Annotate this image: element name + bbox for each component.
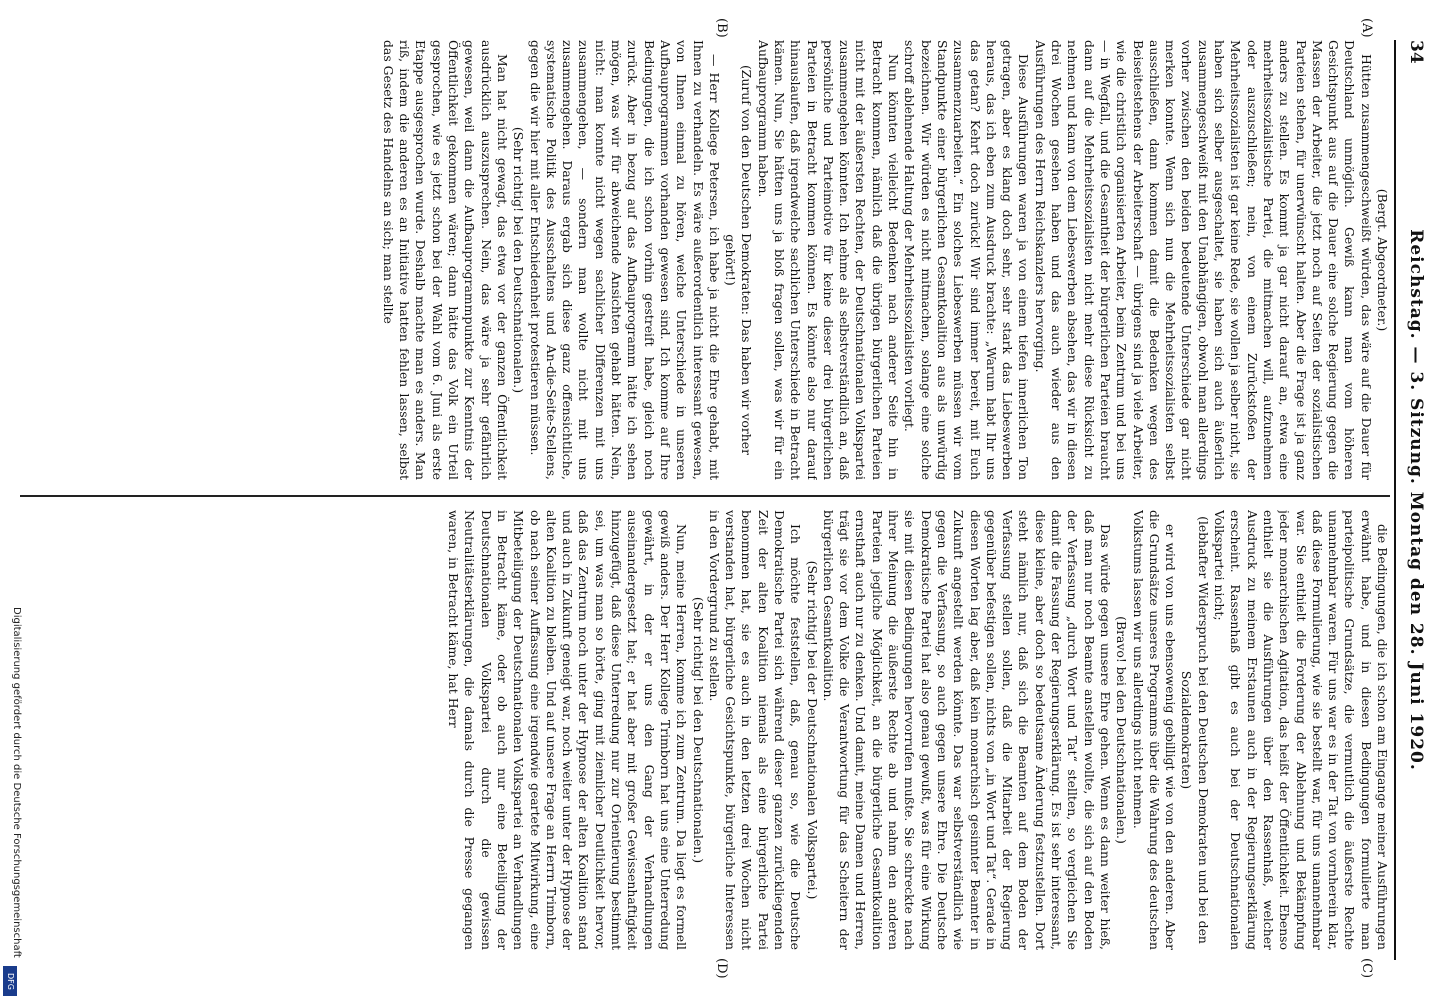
dfg-logo-label: DFG <box>5 972 15 990</box>
paragraph: Nun könnten vielleicht Bedenken nach anderer Seite hin in Betracht kommen, nämlich daß die übrigen bürgerlichen Parteien nicht mit der äußersten Rechten, der Deutschnationalen Volkspartei zusammengehen könnten. Ich nehme als selbstverständlich an, daß persönliche und Parteimotive für keine dieser drei bürgerlichen Parteien in Betracht kommen können. Es könnte also nur darauf hinauslaufen, daß irgendwelche sachlichen Unterschiede in Betracht kämen. Nun, Sie hätten uns ja bloß fragen sollen, was wir für ein Aufbauprogramm haben. <box>755 40 902 480</box>
paragraph: Ich möchte feststellen, daß, genau so, wie die Deutsche Demokratische Partei sich während dieser ganzen zurückliegenden Zeit der alten Koalition niemals als eine bürgerliche Partei benommen hat, sie es auch in den letzten drei Wochen nicht verstanden hat, bürgerliche Gesichtspunkte, bürgerliche Interessen in den Vordergrund zu stellen. <box>706 510 804 950</box>
page-header <box>1398 40 1426 960</box>
interjection: (Sehr richtig! bei den Deutschnationalen.) <box>690 596 706 864</box>
paragraph: die Bedingungen, die ich schon am Eingange meiner Ausführungen erwähnt habe, und in diesen Bedingungen formulierte man parteipolitische Grundsätze, die vermutlich die äußerste Rechte unannehmbar waren. Für uns war es in der Tat von vornherein klar, daß diese Formulierung, wie sie bestellt war, für uns unannehmbar war. Sie enthielt die Forderung der Ablehnung und Bekämpfung jeder monarchischen Agitation, das heißt der Öffentlichkeit. Ebenso enthielt sie die Ausführungen über den Rassenhaß, welcher Ausdruck zu meinem Erstaunen auch in der Regierungserklärung erscheint. Rassenhaß gibt es auch bei der Deutschnationalen Volkspartei nicht; <box>1212 510 1390 950</box>
margin-mark-d: (D) <box>714 958 729 979</box>
interjection: (Bravo! bei den Deutschnationalen.) <box>1114 616 1130 844</box>
paragraph: Hütten zusammengeschweißt würden, das wäre auf die Dauer für Deutschland unmöglich. Gewiß kann man vom höheren Gesichtspunkt aus auf die Dauer eine solche Regierung gegen die Massen der Arbeiter, die jetzt noch auf Seiten der sozialistischen Parteien stehen, für unerwünscht halten. Aber die Frage ist ja ganz anders zu stellen. Es kommt ja gar nicht darauf an, etwa eine mehrheitssozialistische Partei, die mitmachen will, aufzunehmen oder auszuschließen; nein, von einem Zurückstoßen der Mehrheitssozialisten ist gar keine Rede, sie wollen ja selber nicht, sie haben sich selber ausgeschaltet, sie haben sich auch äußerlich zusammengeschweißt mit den Unabhängigen, obwohl man allerdings vorher zwischen den beiden bedeutende Unterschiede gar nicht merken konnte. Wenn sich nun die Mehrheitssozialisten selbst ausschließen, dann kommen damit die Bedenken wegen des Beiseitestehens der Arbeiterschaft — übrigens sind ja viele Arbeiter, wie die christlich organisierten Arbeiter, beim Zentrum und bei uns — in Wegfall, und die Gesamtheit der bürgerlichen Parteien braucht dann auf die Mehrheitssozialisten nicht mehr diese Rücksicht zu nehmen und kann von dem Liebeswerben absehen, das wir in diesen drei Wochen gesehen haben und das auch wieder aus den Ausführungen des Herrn Reichskanzlers hervorging. <box>1032 40 1374 480</box>
left-column <box>20 40 1390 480</box>
page-number: 34 <box>1406 40 1426 64</box>
interjection: (Sehr richtig! bei der Deutschnationalen Volkspartei.) <box>804 560 820 900</box>
paragraph: er wird von uns ebensowenig gebilligt wie von den anderen. Aber die Grundsätze unseres Programms über die Wahrung des deutschen Volkstums lassen wir uns allerdings nicht nehmen. <box>1130 510 1179 950</box>
dfg-logo <box>3 966 17 996</box>
interjection: (Zuruf von den Deutschen Demokraten: Das haben wir vorher gehört!) <box>723 64 755 456</box>
paragraph: — Herr Kollege Petersen, ich habe ja nicht die Ehre gehabt, mit Ihnen zu verhandeln. Es wäre außerordentlich interessant gewesen, von Ihnen einmal zu hören, welche Unterschiede in unseren Aufbauprogrammen vorhanden gewesen sind. Ich komme auf Ihre Bedingungen, die ich schon vorhin gestreift habe, gleich noch zurück. Aber in bezug auf das Aufbauprogramm hätte ich sehen mögen, was wir für abweichende Ansichten gehabt hätten. Nein, nicht: man konnte nicht wegen sachlicher Differenzen mit uns zusammengehen, — sondern man wollte nicht mit uns zusammengehen. Daraus ergab sich diese ganz offensichtliche, systematische Politik des Ausschaltens und An-die-Seite-Stellens, gegen die wir hier mit aller Entschiedenheit protestieren müssen. <box>527 40 722 480</box>
credit-text: Digitalisierung gefördert durch die Deutsche Forschungsgemeinschaft <box>11 607 22 958</box>
margin-mark-c: (C) <box>1359 958 1374 979</box>
interjection: (lebhafter Widerspruch bei den Deutschen Demokraten und bei den Sozialdemokraten) <box>1179 516 1211 944</box>
page-title: Reichstag. — 3. Sitzung. Montag den 28. Juni 1920. <box>1406 229 1426 771</box>
right-column <box>20 510 1390 950</box>
margin-mark-b: (B) <box>714 18 729 38</box>
digitization-credit <box>2 607 22 993</box>
paragraph: Nun, meine Herren, komme ich zum Zentrum. Da liegt es formell gewiß anders. Der Herr Kollege Trimborn hat uns eine Unterredung gewährt, in der er uns den Gang der Verhandlungen auseinandergesetzt hat; er hat aber mit großer Gewissenhaftigkeit hinzugefügt, daß diese Unterredung nur zur Orientierung bestimmt sei, um was man so hörte, ging mit ziemlicher Deutlichkeit hervor, daß das Zentrum noch unter der Hypnose der alten Koalition stand und auch in Zukunft geneigt war, noch weiter unter der Hypnose der alten Koalition zu bleiben. Und auf unsere Frage an Herrn Trimborn, ob nach seiner Auffassung eine irgendwie geartete Mitwirkung, eine Mitbeteiligung der Deutschnationalen Volkspartei an Verhandlungen in Betracht käme, oder ob auch nur eine Beteiligung der Deutschnationalen Volkspartei durch die gewissen Neutralitätserklärungen, die damals durch die Presse gegangen waren, in Betracht käme, hat Herr <box>446 510 690 950</box>
paragraph: Man hat nicht gewagt, das etwa vor der ganzen Öffentlichkeit ausdrücklich auszusprechen. Nein, das wäre ja sehr gefährlich gewesen, weil dann die Aufbauprogrammpunkte zur Kenntnis der Öffentlichkeit gekommen wären; dann hätte das Volk ein Urteil gesprochen, wie es jetzt schon bei der Wahl vom 6. Juni als erste Etappe ausgesprochen wurde. Deshalb machte man es anders. Man riß, indem die anderen es an Initiative hatten fehlen lassen, selbst das Gesetz des Handelns an sich; man stellte <box>380 40 510 480</box>
interjection: (Bergt. Abgeordneter.) <box>1375 188 1390 332</box>
paragraph: Das würde gegen unsere Ehre gehen. Wenn es dann weiter hieß, daß man nur noch Beamte anstellen wollte, die sich auf den Boden der Verfassung „durch Wort und Tat“ stellten, so vergleichen Sie damit die Fassung der Regierungserklärung. Es ist sehr interessant, diese kleine, aber doch so bedeutsame Änderung festzustellen. Dort steht nämlich nur, daß sich die Beamten auf dem Boden der Verfassung stellen sollen, daß die Mitarbeit der Regierung gegenüber befestigen sollen, nichts von „in Wort und Tat“. Gerade in diesen Worten lag aber, daß kein monarchisch gesinnter Beamter in Zukunft angestellt werden könnte. Das war selbstverständlich wie gegen die Verfassung, so auch gegen unsere Ehre. Die Deutsche Demokratische Partei hat also genau gewußt, was für eine Wirkung sie mit diesen Bedingungen hervorrufen mußte. Sie schreckte nach ihrer Meinung die äußerste Rechte ab und nahm den anderen Parteien jegliche Möglichkeit, an die bürgerliche Gesamtkoalition ernsthaft auch nur zu denken. Und damit, meine Damen und Herren, trägt sie vor dem Volke die Verantwortung für das Scheitern der bürgerlichen Gesamtkoalition. <box>820 510 1113 950</box>
header-rule <box>1394 40 1396 960</box>
column-divider <box>20 495 1390 497</box>
interjection: (Sehr richtig! bei den Deutschnationalen.) <box>511 126 527 394</box>
paragraph: Diese Ausführungen waren ja von einem tiefen innerlichen Ton getragen, aber es klang doch sehr, sehr stark das Liebeswerben heraus, das ich eben zum Ausdruck brachte: „Warum habt Ihr uns das getan? Kehrt doch zurück! Wir sind immer bereit, mit Euch zusammenzuarbeiten.“ Ein solches Liebeswerben müssen wir vom Standpunkte einer bürgerlichen Gesamtkoalition aus als unwürdig bezeichnen. Wir würden es nicht mitmachen, solange eine solche schroff ablehnende Haltung der Mehrheitssozialisten vorliegt. <box>902 40 1032 480</box>
margin-mark-a: (A) <box>1359 18 1374 38</box>
